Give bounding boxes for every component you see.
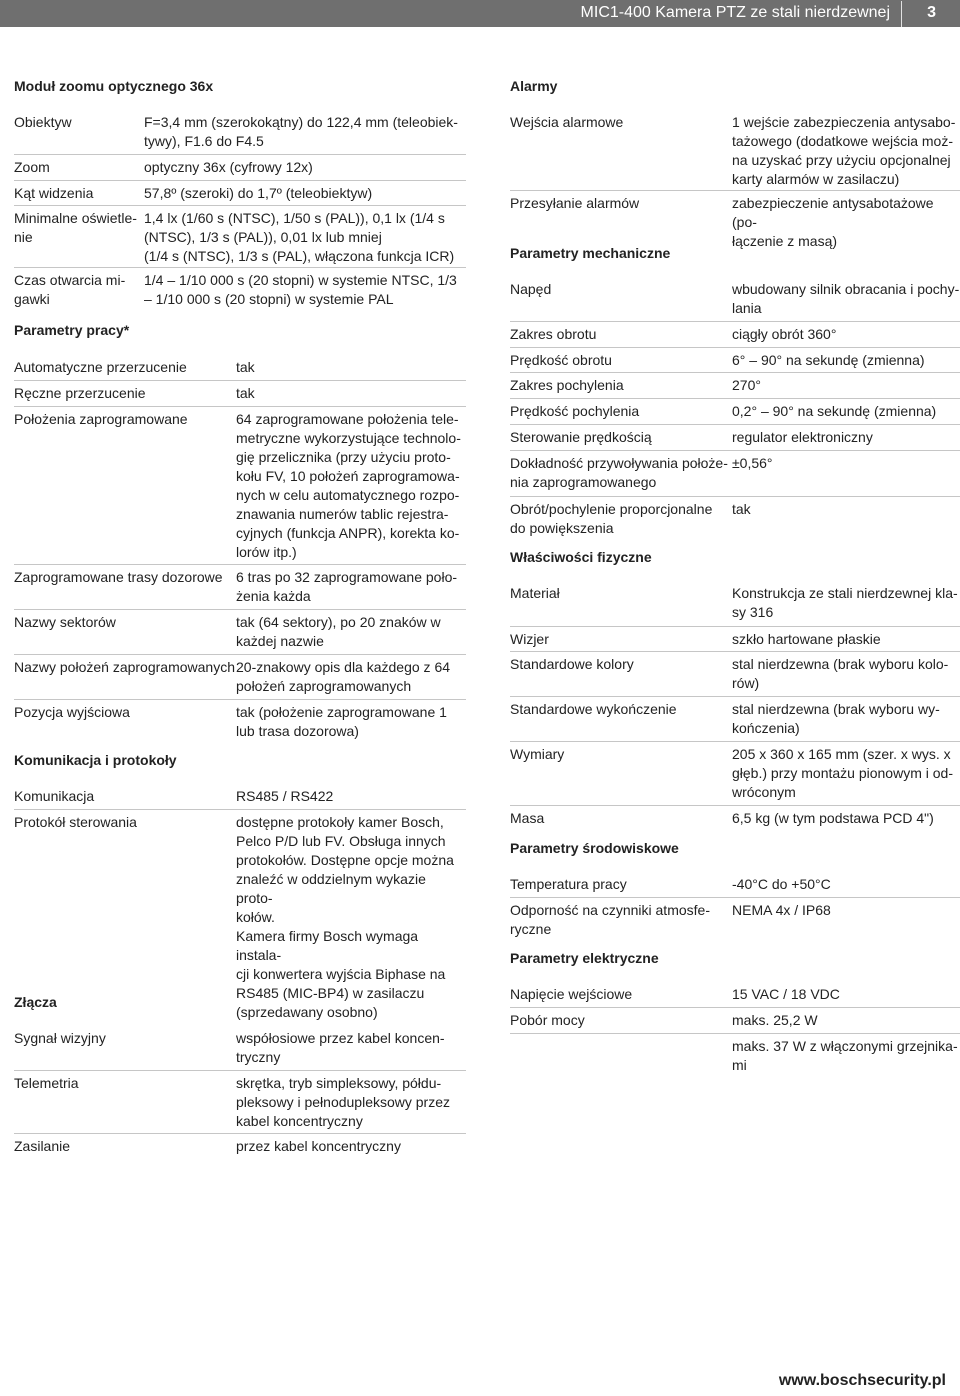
operating-spec-value: tak (położenie zaprogramowane 1 lub trasa dozorowa) [236,704,447,739]
section-heading-operating-params: Parametry pracy* [14,322,130,338]
mechanical-spec-row [510,424,960,451]
connector-spec-value: skrętka, tryb simpleksowy, półdu- pleksowy i pełnodupleksowy przez kabel koncentryczny [236,1075,450,1129]
mechanical-spec-row [510,276,960,322]
operating-spec-row [14,564,466,610]
physical-spec-label: Wizjer [510,631,549,647]
mechanical-spec-label: Prędkość pochylenia [510,403,640,419]
mechanical-spec-row [510,496,960,542]
connector-spec-label: Zasilanie [14,1138,71,1154]
alarm-spec-label: Przesyłanie alarmów [510,195,640,211]
zoom-spec-value: 1/4 – 1/10 000 s (20 stopni) w systemie NTSC, 1/3 – 1/10 000 s (20 stopni) w systemie PAL [144,272,457,307]
communication-spec-label: Komunikacja [14,788,95,804]
operating-spec-value: 20-znakowy opis dla każdego z 64 położeń zaprogramowanych [236,659,451,694]
connector-spec-label: Sygnał wizyjny [14,1030,106,1046]
mechanical-spec-row [510,321,960,348]
operating-spec-label: Zaprogramowane trasy dozorowe [14,569,223,585]
environmental-spec-label: Temperatura pracy [510,876,627,892]
physical-spec-label: Standardowe kolory [510,656,634,672]
mechanical-spec-row [510,347,960,373]
mechanical-spec-label: Prędkość obrotu [510,352,612,368]
alarm-spec-row [510,109,960,191]
operating-spec-label: Automatyczne przerzucenie [14,359,187,375]
physical-spec-row [510,696,960,742]
environmental-spec-value: NEMA 4x / IP68 [732,902,831,918]
mechanical-spec-value: 6° – 90° na sekundę (zmienna) [732,352,925,368]
mechanical-spec-label: Zakres pochylenia [510,377,624,393]
section-heading-mechanical: Parametry mechaniczne [510,245,671,261]
operating-spec-value: tak (64 sektory), po 20 znaków w każdej nazwie [236,614,441,649]
mechanical-spec-row [510,450,960,497]
operating-spec-label: Ręczne przerzucenie [14,385,146,401]
electrical-spec-label: Pobór mocy [510,1012,585,1028]
connector-spec-row [14,1070,466,1134]
zoom-spec-label: Zoom [14,159,50,175]
mechanical-spec-row [510,372,960,399]
electrical-spec-row [510,1007,960,1034]
electrical-spec-row [510,1033,960,1078]
physical-spec-label: Standardowe wykończenie [510,701,677,717]
connector-spec-label: Telemetria [14,1075,79,1091]
operating-spec-row [14,609,466,655]
operating-spec-value: 6 tras po 32 zaprogramowane poło- żenia każda [236,569,458,604]
footer-url[interactable]: www.boschsecurity.pl [778,1372,946,1389]
physical-spec-value: stal nierdzewna (brak wyboru kolo- rów) [732,656,949,691]
electrical-spec-value: maks. 37 W z włączonymi grzejnika- mi [732,1038,958,1073]
physical-spec-label: Masa [510,810,545,826]
physical-spec-label: Wymiary [510,746,565,762]
mechanical-spec-label: Napęd [510,281,552,297]
operating-spec-row [14,354,466,381]
operating-spec-label: Pozycja wyjściowa [14,704,130,720]
physical-spec-label: Materiał [510,585,560,601]
zoom-spec-row [14,267,466,313]
section-heading-zoom-module: Moduł zoomu optycznego 36x [14,78,214,94]
header-divider [901,1,902,27]
communication-spec-value: dostępne protokoły kamer Bosch, Pelco P/D lub FV. Obsługa innych protokołów. Dostępne opcje można znaleźć w oddzielnym wykazie proto- kołów. Kamera firmy Bosch wymaga instala- cji konwertera wyjścia Biphase na RS485 (MIC-BP4) w zasilaczu (sprzedawany osobno) [236,814,454,1020]
zoom-spec-row [14,180,466,206]
alarm-spec-value: zabezpieczenie antysabotażowe (po- łączenie z masą) [732,195,934,249]
page-header [0,0,960,27]
physical-spec-value: Konstrukcja ze stali nierdzewnej kla- sy 316 [732,585,958,620]
zoom-spec-label: Czas otwarcia mi- gawki [14,272,126,307]
section-heading-physical: Właściwości fizyczne [510,549,652,565]
physical-spec-row [510,651,960,697]
operating-spec-label: Nazwy sektorów [14,614,116,630]
environmental-spec-row [510,871,960,898]
physical-spec-row [510,626,960,652]
electrical-spec-label: Napięcie wejściowe [510,986,633,1002]
mechanical-spec-value: regulator elektroniczny [732,429,873,445]
mechanical-spec-row [510,398,960,425]
document-title: MIC1-400 Kamera PTZ ze stali nierdzewnej [580,4,890,21]
operating-spec-value: tak [236,359,255,375]
connector-spec-value: przez kabel koncentryczny [236,1138,401,1154]
zoom-spec-label: Obiektyw [14,114,72,130]
mechanical-spec-label: Sterowanie prędkością [510,429,652,445]
physical-spec-row [510,580,960,627]
zoom-spec-label: Minimalne oświetle- nie [14,210,137,245]
connector-spec-value: współosiowe przez kabel koncen- tryczny [236,1030,445,1065]
connector-spec-row [14,1133,466,1159]
section-heading-alarms: Alarmy [510,78,558,94]
mechanical-spec-value: ±0,56° [732,455,773,471]
zoom-spec-row [14,109,466,155]
electrical-spec-value: 15 VAC / 18 VDC [732,986,840,1002]
zoom-spec-row [14,154,466,181]
zoom-spec-label: Kąt widzenia [14,185,94,201]
physical-spec-value: 6,5 kg (w tym podstawa PCD 4") [732,810,934,826]
section-heading-environmental: Parametry środowiskowe [510,840,679,856]
environmental-spec-value: -40°C do +50°C [732,876,831,892]
alarm-spec-value: 1 wejście zabezpieczenia antysabo- tażowego (dodatkowe wejścia moż- na uzyskać przy użyciu opcjonalnej karty alarmów w zasilaczu) [732,114,956,187]
environmental-spec-row [510,897,960,943]
section-heading-connectors: Złącza [14,994,57,1010]
operating-spec-value: 64 zaprogramowane położenia tele- metryczne wykorzystujące technolo- gię przelicznika (przy użyciu proto- kołu FV, 10 położeń zaprogramowa- nych w celu automatycznego rozpo- znawania numerów tablic rejestra- cyjnych (funkcja ANPR), korekta ko- lorów itp.) [236,411,461,560]
operating-spec-value: tak [236,385,255,401]
operating-spec-row [14,699,466,743]
physical-spec-value: 205 x 360 x 165 mm (szer. x wys. x głęb.) przy montażu pionowym i od- wróconym [732,746,953,800]
mechanical-spec-value: 270° [732,377,761,393]
electrical-spec-row [510,981,960,1008]
electrical-spec-value: maks. 25,2 W [732,1012,818,1028]
mechanical-spec-label: Dokładność przywoływania położe- nia zaprogramowanego [510,455,728,490]
operating-spec-label: Nazwy położeń zaprogramowanych [14,659,235,675]
operating-spec-row [14,406,466,565]
section-heading-communication: Komunikacja i protokoły [14,752,177,768]
communication-spec-label: Protokół sterowania [14,814,137,830]
section-heading-electrical: Parametry elektryczne [510,950,659,966]
physical-spec-row [510,741,960,806]
mechanical-spec-value: ciągły obrót 360° [732,326,837,342]
environmental-spec-label: Odporność na czynniki atmosfe- ryczne [510,902,710,937]
mechanical-spec-label: Obrót/pochylenie proporcjonalne do powiększenia [510,501,713,536]
communication-spec-value: RS485 / RS422 [236,788,334,804]
mechanical-spec-value: tak [732,501,751,517]
zoom-spec-value: 57,8º (szeroki) do 1,7º (teleobiektyw) [144,185,373,201]
physical-spec-value: szkło hartowane płaskie [732,631,881,647]
alarm-spec-row [510,190,960,249]
physical-spec-row [510,805,960,831]
connector-spec-row [14,1025,466,1071]
zoom-spec-value: optyczny 36x (cyfrowy 12x) [144,159,313,175]
mechanical-spec-value: 0,2° – 90° na sekundę (zmienna) [732,403,937,419]
communication-spec-row [14,783,466,810]
mechanical-spec-value: wbudowany silnik obracania i pochy- lania [732,281,960,316]
zoom-spec-value: F=3,4 mm (szerokokątny) do 122,4 mm (teleobiek- tywy), F1.6 do F4.5 [144,114,458,149]
operating-spec-label: Położenia zaprogramowane [14,411,188,427]
physical-spec-value: stal nierdzewna (brak wyboru wy- kończenia) [732,701,940,736]
zoom-spec-row [14,205,466,268]
mechanical-spec-label: Zakres obrotu [510,326,597,342]
operating-spec-row [14,654,466,700]
page-number: 3 [927,4,936,21]
zoom-spec-value: 1,4 lx (1/60 s (NTSC), 1/50 s (PAL)), 0,1 lx (1/4 s (NTSC), 1/3 s (PAL)), 0,01 lx lub mniej (1/4 s (NTSC), 1/3 s (PAL), włączona funkcja ICR) [144,210,455,264]
operating-spec-row [14,380,466,407]
alarm-spec-label: Wejścia alarmowe [510,114,624,130]
